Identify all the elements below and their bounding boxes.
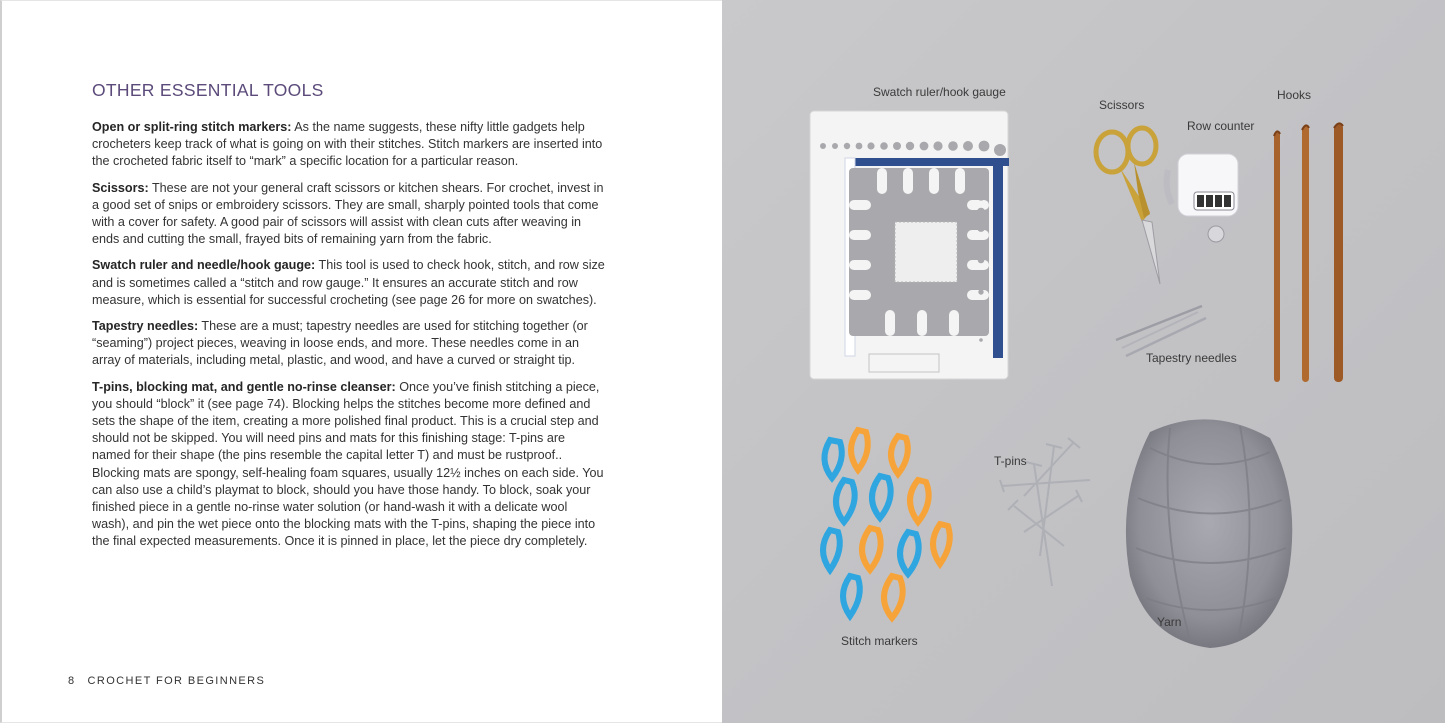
tools-photo	[722, 0, 1445, 723]
desc-tapestry-needles: These are a must; tapestry needles are used for stitching together (or “seaming”) project pieces, weaving in loose ends, and more. These needles come in an array of materials, including metal, plastic, and wood, and have a curved or straight tip.	[92, 319, 588, 368]
label-yarn: Yarn	[1157, 615, 1182, 629]
paragraph-t-pins	[92, 379, 607, 551]
desc-scissors: These are not your general craft scissors or kitchen shears. For crochet, invest in a good set of snips or embroidery scissors. They are small, sharply pointed tools that come with a cover for safety. A good pair of scissors will assist with clean cuts after weaving in ends and cutting the small, frayed bits of remaining yarn from the fabric.	[92, 180, 604, 247]
desc-t-pins: Once you’ve finish stitching a piece, you should “block” it (see page 74). Blocking helps the stitches become more defined and sets the shape of the item, creating a more polished final product. This is a crucial step and should not be skipped. You will need pins and mats for this finishing stage: T-pins are named for their shape (the pins resemble the capital letter T) and must be rustproof.. Blocking mats are spongy, self-healing foam squares, usually 12½ inches on each side. You can also use a child’s playmat to block, should you have those handy. To block, soak your finished piece in a gentle no-rinse water solution (or hand-wash it with a delicate wool wash), and pin the wet piece onto the blocking mats with the T-pins, shaping the piece into the final expected measurements. Once it is pinned in place, let the piece dry completely.	[92, 379, 604, 549]
label-swatch-ruler: Swatch ruler/hook gauge	[873, 85, 1006, 99]
paragraph-tapestry-needles	[92, 318, 607, 370]
label-stitch-markers: Stitch markers	[841, 634, 918, 648]
scissors-image	[1090, 122, 1170, 292]
desc-swatch-ruler: This tool is used to check hook, stitch, and row size and is sometimes called a “stitch and row gauge.” It ensures an accurate stitch and row measure, which is essential for successful crocheting (see page 26 for more on swatches).	[92, 258, 605, 307]
folio	[68, 675, 265, 687]
body-text	[92, 119, 607, 560]
page-number: 8	[68, 675, 76, 687]
label-t-pins: T-pins	[994, 454, 1027, 468]
row-counter-image	[1160, 140, 1248, 245]
label-hooks: Hooks	[1277, 88, 1312, 102]
paragraph-stitch-markers	[92, 119, 607, 171]
hooks-image	[1270, 120, 1350, 386]
running-title: CROCHET FOR BEGINNERS	[87, 675, 266, 687]
term-stitch-markers: Open or split-ring stitch markers:	[92, 120, 292, 134]
term-t-pins: T-pins, blocking mat, and gentle no-rinse cleanser:	[92, 379, 396, 394]
term-tapestry-needles: Tapestry needles:	[92, 319, 199, 334]
section-title: OTHER ESSENTIAL TOOLS	[92, 80, 324, 100]
left-page	[0, 0, 722, 723]
term-swatch-ruler: Swatch ruler and needle/hook gauge:	[92, 258, 316, 273]
stitch-markers-image	[810, 420, 970, 630]
paragraph-scissors	[92, 180, 607, 249]
label-scissors: Scissors	[1099, 98, 1145, 112]
label-tapestry-needles: Tapestry needles	[1146, 351, 1237, 365]
yarn-image	[1120, 408, 1298, 652]
term-scissors: Scissors:	[92, 180, 149, 195]
swatch-ruler-image	[809, 110, 1009, 380]
label-row-counter: Row counter	[1187, 119, 1255, 133]
desc-stitch-markers: As the name suggests, these nifty little gadgets help crocheters keep track of what is going on with their stitches. Stitch markers are inserted into the crocheted fabric itself to “mark” a specific location for a particular reason.	[92, 120, 603, 169]
paragraph-swatch-ruler	[92, 257, 607, 309]
